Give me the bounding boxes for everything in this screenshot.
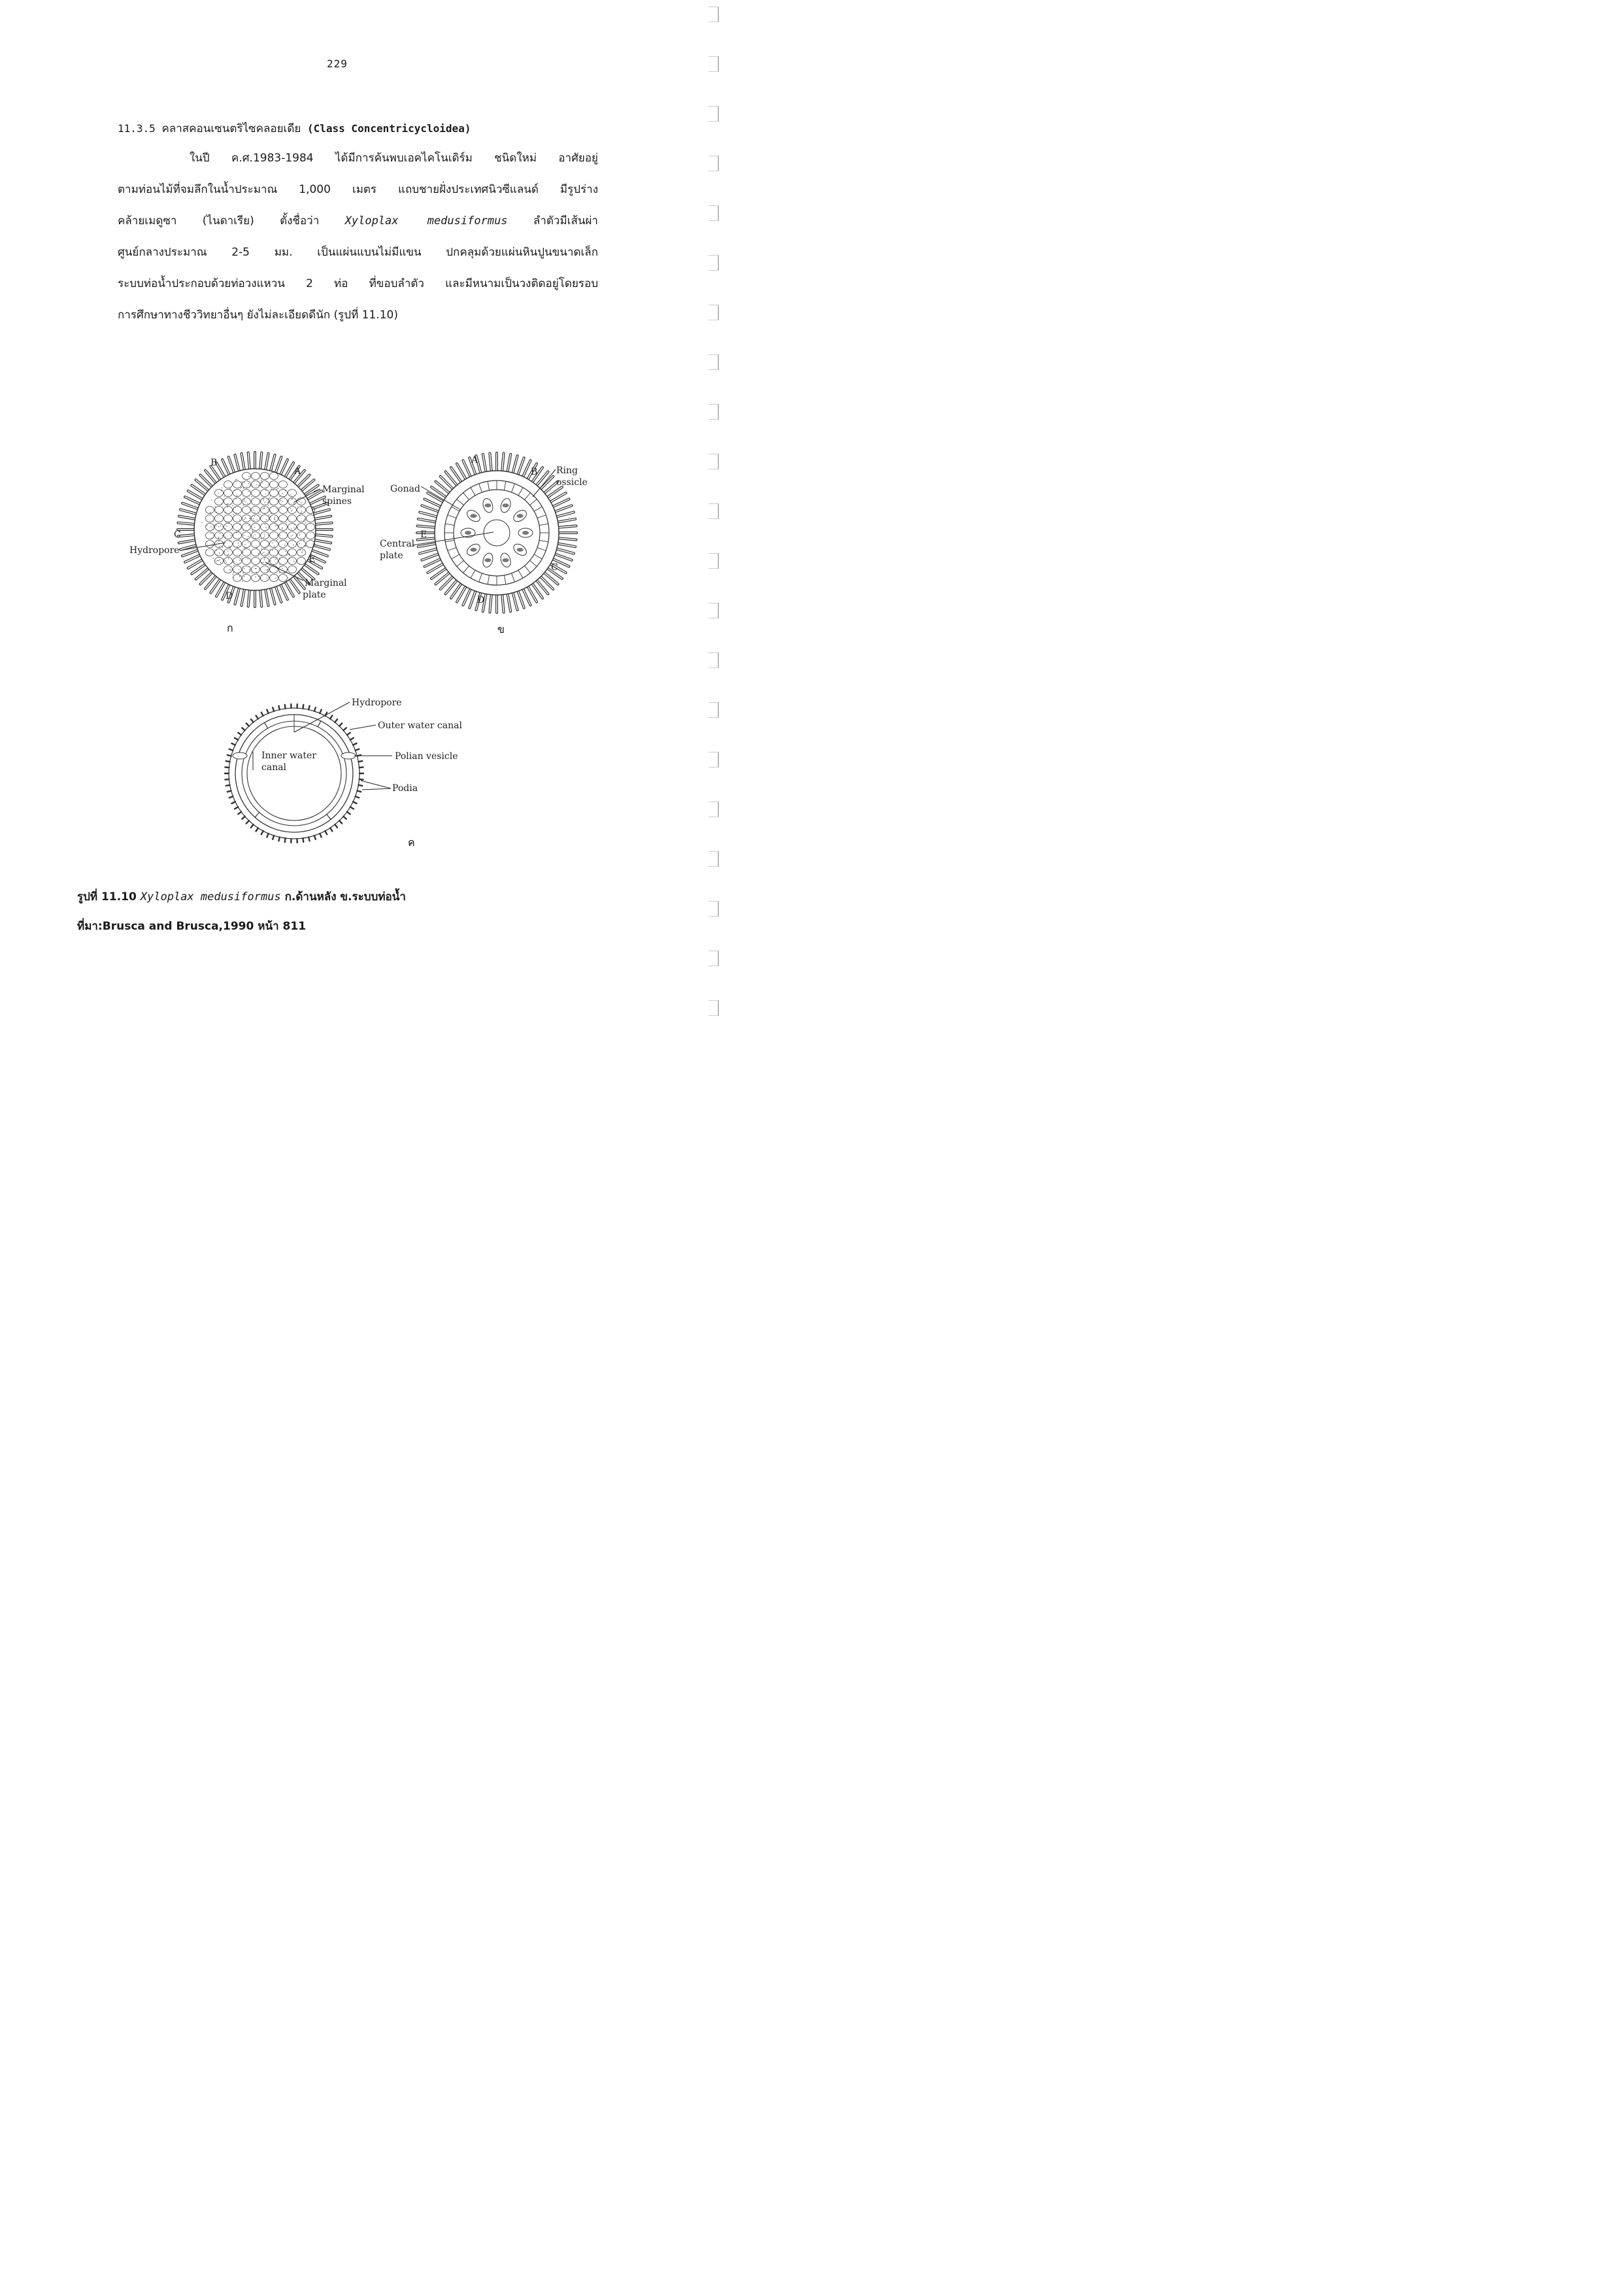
podium <box>320 834 321 837</box>
letter-c: C <box>174 530 181 540</box>
podia-leader <box>361 781 391 788</box>
septum <box>255 813 259 817</box>
marginal-plate-label: plate <box>303 590 326 600</box>
gonad-label: Gonad <box>390 484 420 494</box>
binder-tab <box>709 851 719 867</box>
caption-species: Xyloplax medusiformus <box>140 890 281 903</box>
central-plate-label: Central <box>380 539 415 549</box>
letter-b: B <box>210 458 218 468</box>
binder-tab <box>709 205 719 221</box>
letter-b: B <box>531 467 538 477</box>
podium <box>226 785 230 786</box>
outer-water-canal-label: Outer water canal <box>378 720 462 731</box>
podium <box>256 828 258 831</box>
letter-a: A <box>471 455 478 465</box>
section-thai-title: คลาสคอนเซนตริไซคลอยเดีย <box>161 122 301 135</box>
podium <box>235 738 238 740</box>
letter-c: C <box>551 562 558 573</box>
letter-e: E <box>420 530 427 540</box>
podium <box>359 779 363 780</box>
podium <box>256 716 258 719</box>
podium <box>231 802 235 803</box>
paragraph-line: การศึกษาทางชีววิทยาอื่นๆ ยังไม่ละเอียดดีนัก (รูปที่ 11.10) <box>118 309 398 322</box>
podium <box>267 834 268 837</box>
figure-caption <box>77 888 406 905</box>
paragraph-line: ในปี ค.ศ.1983-1984 ได้มีการค้นพบเอคไคโนเดิร์ม ชนิดใหม่ อาศัยอยู่ <box>190 152 598 165</box>
binder-tab <box>709 901 719 917</box>
marginal-plate-label: Marginal <box>305 578 347 588</box>
binder-tab <box>709 951 719 966</box>
page-number: 229 <box>327 58 348 70</box>
podium <box>273 836 274 839</box>
letter-e: E <box>309 554 316 565</box>
podium <box>246 723 249 726</box>
podium <box>285 705 286 709</box>
binder-tab <box>709 702 719 718</box>
podium <box>261 713 263 716</box>
podium <box>238 812 241 815</box>
podium <box>229 796 233 798</box>
podium <box>330 828 332 831</box>
polian-vesicle-left <box>233 752 247 759</box>
polian-vesicle-label: Polian vesicle <box>395 751 458 762</box>
podium <box>261 831 263 834</box>
binder-tab <box>709 354 719 370</box>
podium <box>343 817 346 819</box>
letter-d: D <box>226 591 233 601</box>
paragraph-line: ระบบท่อน้ำประกอบด้วยท่อวงแหวน 2 ท่อ ที่ขอบลำตัว และมีหนามเป็นวงติดอยู่โดยรอบ <box>118 277 598 290</box>
podium <box>357 791 361 792</box>
binder-tab <box>709 603 719 618</box>
binder-tab <box>709 553 719 569</box>
binder-tab <box>709 305 719 320</box>
ring-ossicle-label: Ring <box>556 465 578 476</box>
podium <box>350 807 354 809</box>
podium <box>251 719 254 722</box>
panel-a-label: ก <box>227 622 233 634</box>
inner-canal-inner-wall <box>247 726 341 820</box>
podium <box>356 796 359 798</box>
paragraph-line-with-species <box>118 205 598 237</box>
podium <box>325 831 327 834</box>
marginal-spines-label: Marginal <box>322 484 365 495</box>
podium <box>356 749 359 751</box>
septum <box>327 815 331 820</box>
panel-c-label: ค <box>408 836 415 849</box>
binder-tab <box>709 56 719 72</box>
podium <box>350 738 354 740</box>
podium <box>285 838 286 842</box>
section-number: 11.3.5 <box>118 122 156 135</box>
podium <box>358 785 362 786</box>
ring-ossicle-label: ossicle <box>556 477 588 488</box>
podia-label: Podia <box>392 783 418 794</box>
septum <box>318 721 321 727</box>
podium <box>251 824 254 828</box>
hydropore-label: Hydropore <box>129 545 180 556</box>
binder-tab <box>709 752 719 768</box>
polian-vesicle-right <box>341 752 356 759</box>
figure-panel-a-dorsal <box>118 451 366 641</box>
podium <box>242 728 245 730</box>
podium <box>339 723 342 726</box>
binder-tab <box>709 255 719 271</box>
podium <box>335 824 337 828</box>
inner-canal-outer-wall <box>242 721 346 826</box>
podium <box>225 779 229 780</box>
paragraph-line: ตามท่อนไม้ที่จมลึกในน้ำประมาณ 1,000 เมตร แถบชายฝั่งประเทศนิวซีแลนด์ มีรูปร่าง <box>118 183 598 196</box>
panel-b-label: ข <box>497 623 505 635</box>
letter-a: A <box>294 466 301 477</box>
paragraph-line-text: คล้ายเมดูซา (ไนดาเรีย) ตั้งชื่อว่า <box>118 214 345 228</box>
podium <box>246 820 249 823</box>
podium <box>226 761 230 762</box>
section-latin-title: (Class Concentricycloidea) <box>307 122 471 135</box>
podium <box>225 767 229 768</box>
letter-d: D <box>477 595 485 605</box>
binder-tab <box>709 156 719 171</box>
inner-water-canal-label: canal <box>261 762 287 773</box>
podium <box>278 837 279 841</box>
podium <box>238 733 241 735</box>
hydropore-label: Hydropore <box>352 698 402 708</box>
podium <box>227 791 231 792</box>
paragraph-line-text: ลำตัวมีเส้นผ่า <box>507 214 598 228</box>
figure-panel-b-water-system <box>376 451 598 641</box>
inner-water-canal-label: Inner water <box>261 751 316 761</box>
binder-tab <box>709 7 719 22</box>
podium <box>335 719 337 722</box>
caption-prefix: รูปที่ 11.10 <box>77 890 141 903</box>
figure-panel-c-canals <box>216 692 477 855</box>
binder-tab <box>709 106 719 122</box>
podium <box>343 728 346 730</box>
central-plate-label: plate <box>380 550 403 561</box>
podium <box>278 706 279 710</box>
podium <box>314 836 316 839</box>
podium <box>347 812 350 815</box>
podium <box>229 749 233 751</box>
podium <box>339 820 342 823</box>
podium <box>235 807 238 809</box>
podium <box>347 733 350 735</box>
outer-canal-leader <box>350 725 376 730</box>
species-name: Xyloplax medusiformus <box>344 214 508 228</box>
figure-source: ที่มา:Brusca and Brusca,1990 หน้า 811 <box>77 920 307 933</box>
podium <box>227 755 231 756</box>
caption-suffix: ก.ด้านหลัง ข.ระบบท่อน้ำ <box>280 890 406 903</box>
podium <box>320 710 321 714</box>
binder-tab <box>709 1000 719 1016</box>
marginal-spines-label: spines <box>322 496 352 507</box>
podium <box>231 743 235 745</box>
podium <box>242 817 245 819</box>
podium <box>353 743 356 745</box>
septum <box>265 722 268 728</box>
section-heading <box>118 120 471 137</box>
podium <box>330 716 332 719</box>
binder-tab <box>709 404 719 420</box>
binder-tab <box>709 454 719 469</box>
body-paragraph <box>118 143 598 331</box>
podium <box>359 767 363 768</box>
podium <box>273 707 274 711</box>
binder-tab <box>709 503 719 519</box>
podium <box>353 802 356 803</box>
paragraph-line: ศูนย์กลางประมาณ 2-5 มม. เป็นแผ่นแบนไม่มีแขน ปกคลุมด้วยแผ่นหินปูนขนาดเล็ก <box>118 246 598 259</box>
binder-tab <box>709 652 719 668</box>
podium <box>358 761 362 762</box>
binder-tab <box>709 802 719 817</box>
podium <box>267 710 268 714</box>
podium <box>314 707 316 711</box>
